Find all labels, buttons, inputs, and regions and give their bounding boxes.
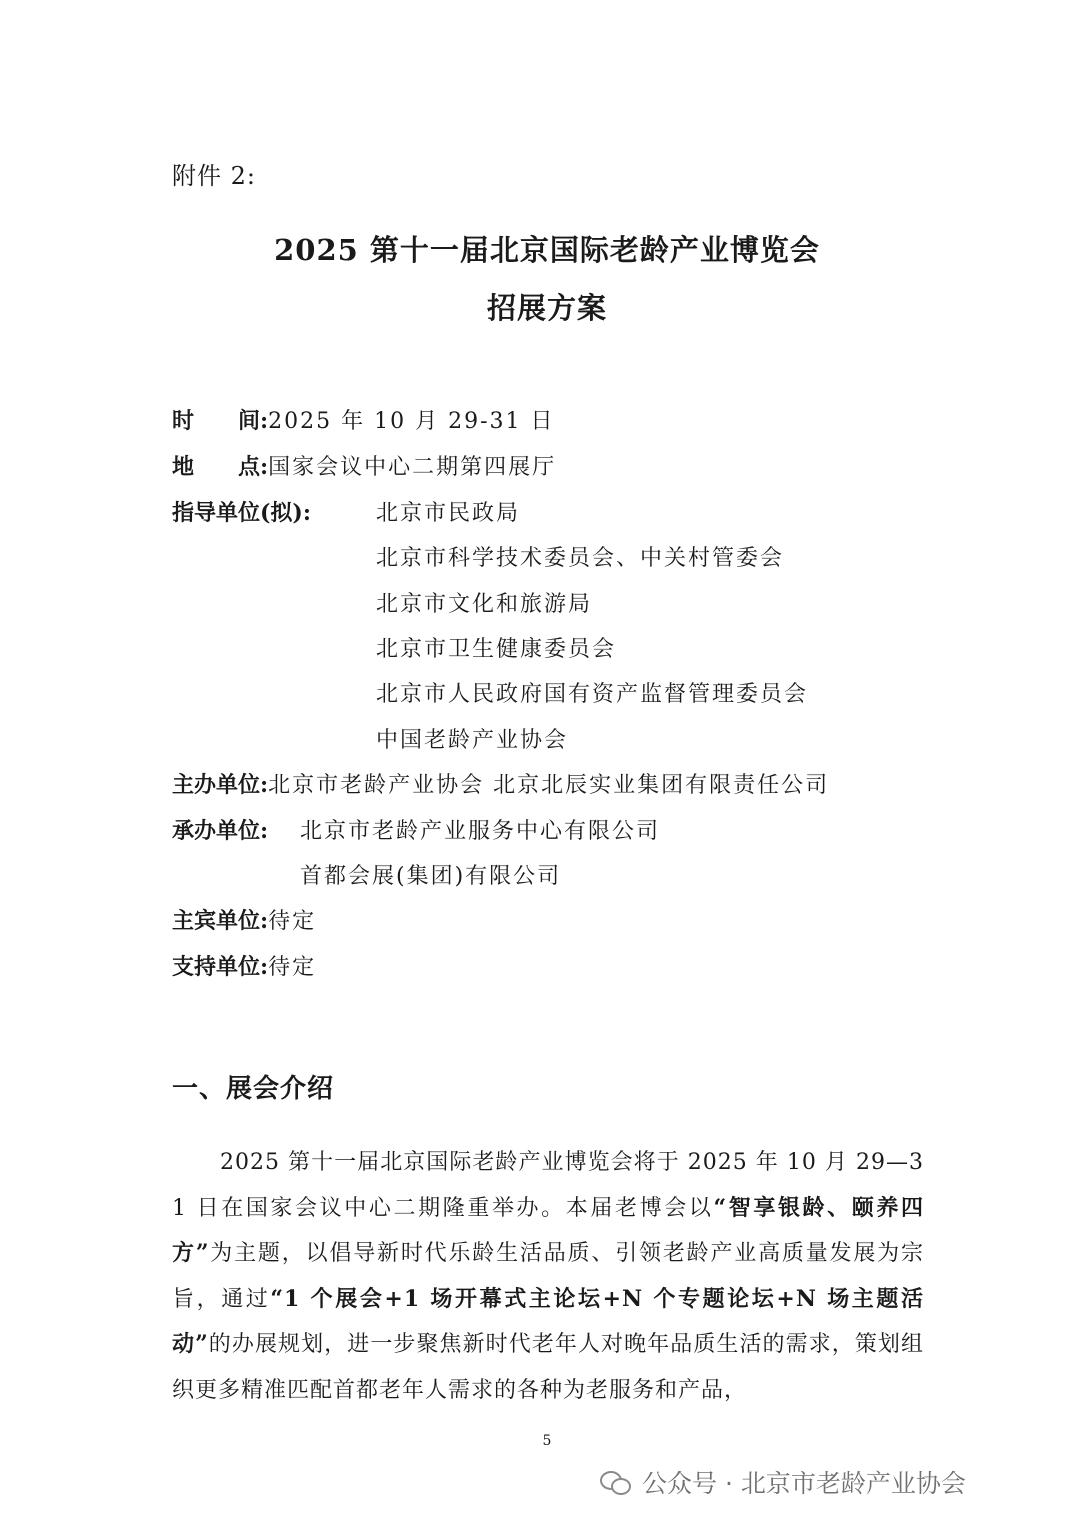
organizer-unit: 北京市老龄产业服务中心有限公司 bbox=[300, 819, 661, 844]
guide-unit: 中国老龄产业协会 bbox=[376, 728, 569, 753]
guide-label: 指导单位(拟): bbox=[172, 500, 311, 526]
host-row bbox=[172, 768, 829, 799]
support-row bbox=[172, 950, 316, 981]
guide-unit: 北京市卫生健康委员会 bbox=[376, 637, 617, 662]
paragraph-text: 的办展规划，进一步聚焦新时代老年人对晚年品质生活的需求，策划组织更多精准匹配首都老年人需求的各种为老服务和产品， bbox=[172, 1332, 924, 1403]
organizer-row bbox=[172, 814, 268, 845]
guide-unit: 北京市人民政府国有资产监督管理委员会 bbox=[376, 682, 809, 707]
organizer-label: 承办单位: bbox=[172, 818, 269, 844]
place-label: 地 点: bbox=[172, 454, 269, 480]
document-subtitle: 招展方案 bbox=[486, 291, 607, 325]
guest-value: 待定 bbox=[268, 909, 317, 934]
paragraph-text: 为主题，以倡导新时代乐龄生活品质、引领老龄产业高质量发展为宗旨，通过 bbox=[172, 1241, 924, 1312]
page-number: 5 bbox=[542, 1433, 552, 1449]
guide-row bbox=[172, 496, 311, 527]
place-row bbox=[172, 450, 556, 481]
paragraph-theme: “智享银龄、颐养四方” bbox=[172, 1194, 924, 1266]
organizer-unit: 首都会展(集团)有限公司 bbox=[300, 864, 562, 889]
guide-unit: 北京市民政局 bbox=[376, 501, 521, 526]
place-value: 国家会议中心二期第四展厅 bbox=[268, 455, 557, 480]
guest-label: 主宾单位: bbox=[172, 908, 269, 934]
support-label: 支持单位: bbox=[172, 954, 269, 980]
guide-unit: 北京市文化和旅游局 bbox=[376, 592, 593, 617]
watermark bbox=[600, 1464, 966, 1500]
host-label: 主办单位: bbox=[172, 772, 269, 798]
guest-row bbox=[172, 904, 316, 935]
time-label: 时 间: bbox=[172, 408, 269, 434]
paragraph-plan: “1 个展会+1 场开幕式主论坛+N 个专题论坛+N 场主题活动” bbox=[172, 1285, 924, 1357]
attachment-label: 附件 2: bbox=[172, 162, 256, 190]
guide-unit: 北京市科学技术委员会、中关村管委会 bbox=[376, 546, 785, 571]
time-row bbox=[172, 404, 555, 435]
support-value: 待定 bbox=[268, 955, 317, 980]
wechat-icon bbox=[600, 1471, 628, 1493]
watermark-text: 公众号 · 北京市老龄产业协会 bbox=[642, 1469, 966, 1498]
document-title: 2025 第十一届北京国际老龄产业博览会 bbox=[274, 233, 820, 267]
intro-paragraph bbox=[172, 1140, 924, 1413]
section-heading: 一、展会介绍 bbox=[172, 1074, 335, 1104]
paragraph-text: 2025 第十一届北京国际老龄产业博览会将于 2025 年 10 月 29—31 日在国家会议中心二期隆重举办。本届老博会以 bbox=[172, 1150, 924, 1221]
host-value: 北京市老龄产业协会 北京北辰实业集团有限责任公司 bbox=[268, 773, 830, 798]
time-value: 2025 年 10 月 29-31 日 bbox=[268, 409, 555, 434]
